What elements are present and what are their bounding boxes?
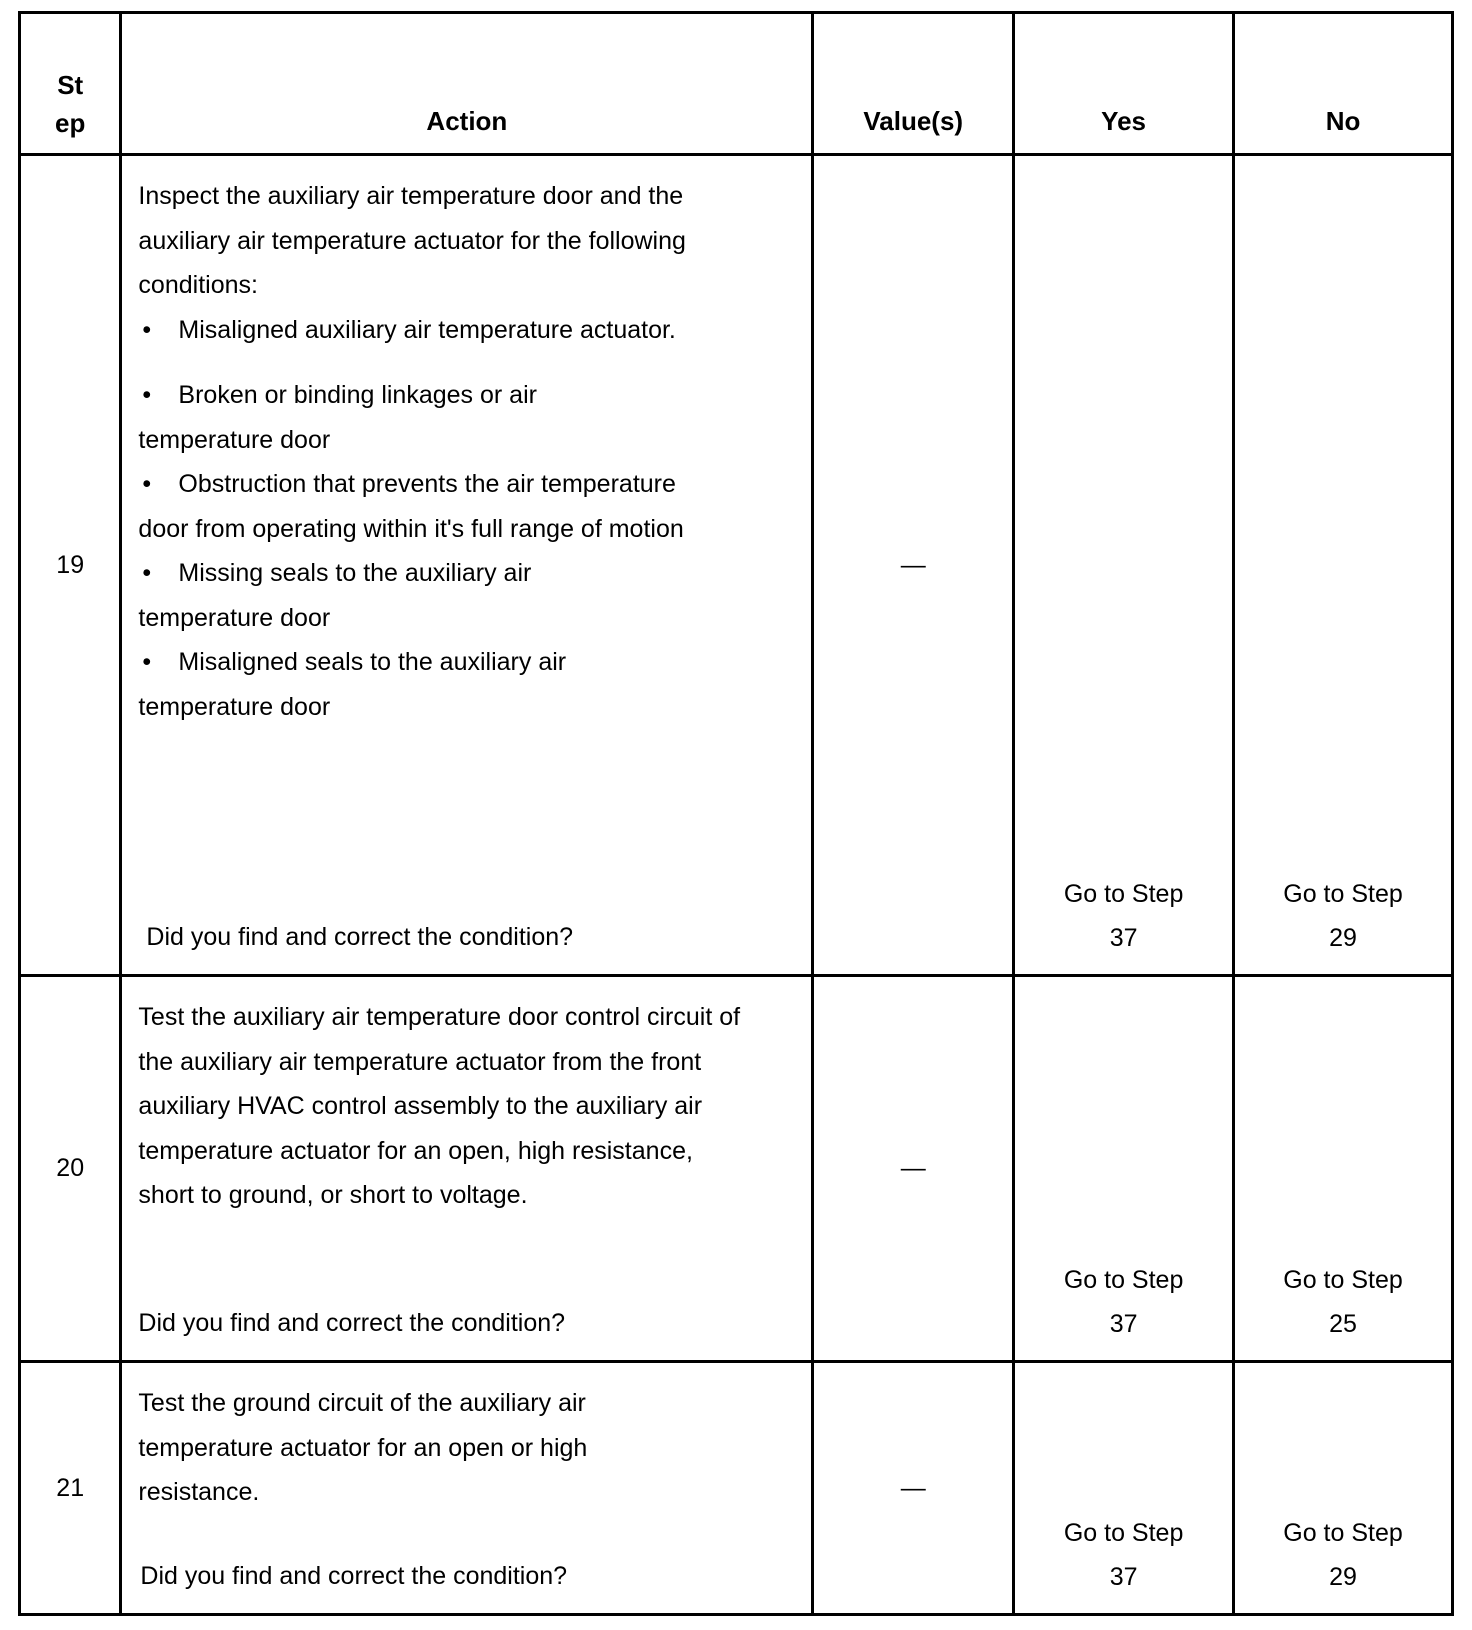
table-row — [20, 1362, 1453, 1615]
header-step — [20, 13, 121, 155]
yes-goto: Go to Step 37 — [1063, 1266, 1184, 1338]
yes-cell — [1014, 155, 1234, 976]
header-yes-label: Yes — [1101, 106, 1146, 136]
list-item-text: Obstruction that prevents the air temperature door from operating within it's full range of motion — [138, 470, 684, 543]
header-no — [1234, 13, 1453, 155]
no-cell — [1234, 1362, 1453, 1615]
action-cell — [121, 1362, 813, 1615]
header-row — [20, 13, 1453, 155]
action-intro: Test the auxiliary air temperature door control circuit of the auxiliary air temperature actuator from the front auxiliary HVAC control assembly to the auxiliary air temperature actuator for an open, high resistance, short to ground, or short to voltage. — [138, 1003, 741, 1209]
condition-list — [138, 308, 801, 730]
list-item — [138, 373, 598, 462]
list-item-text: Missing seals to the auxiliary air temperature door — [138, 559, 532, 632]
bullet-icon: • — [142, 559, 152, 587]
header-action-label: Action — [426, 106, 508, 136]
table-row — [20, 976, 1453, 1362]
value-cell: — — [813, 976, 1014, 1362]
no-goto: Go to Step 25 — [1283, 1266, 1403, 1338]
diagnostic-table — [18, 11, 1454, 1616]
header-yes — [1014, 13, 1234, 155]
yes-cell — [1014, 976, 1234, 1362]
action-intro: Test the ground circuit of the auxiliary air temperature actuator for an open or high resistance. — [138, 1389, 588, 1506]
bullet-icon: • — [142, 470, 152, 498]
header-no-label: No — [1325, 106, 1361, 136]
bullet-icon: • — [142, 315, 152, 344]
bullet-icon: • — [142, 381, 152, 409]
step-number: 21 — [20, 1362, 121, 1615]
list-item — [138, 462, 708, 551]
header-step-line1: St — [57, 70, 84, 100]
list-item-text: Misaligned seals to the auxiliary air temperature door — [138, 648, 567, 721]
table-row — [20, 155, 1453, 976]
step-number: 20 — [20, 976, 121, 1362]
header-step-line2: ep — [55, 108, 86, 138]
action-intro: Inspect the auxiliary air temperature door and the auxiliary air temperature actuator for the following conditions: — [138, 182, 686, 299]
yes-cell — [1014, 1362, 1234, 1615]
no-goto: Go to Step 29 — [1283, 880, 1403, 952]
list-item-text: Misaligned auxiliary air temperature actuator. — [178, 315, 676, 344]
list-item-text: Broken or binding linkages or air temperature door — [138, 381, 537, 454]
list-item — [138, 308, 801, 353]
header-values — [813, 13, 1014, 155]
header-action — [121, 13, 813, 155]
yes-goto: Go to Step 37 — [1063, 880, 1184, 952]
no-cell — [1234, 976, 1453, 1362]
action-cell — [121, 976, 813, 1362]
no-goto: Go to Step 29 — [1283, 1519, 1403, 1591]
list-item — [138, 640, 628, 729]
bullet-icon: • — [142, 648, 152, 676]
action-question: Did you find and correct the condition? — [138, 1308, 566, 1337]
list-item — [138, 551, 588, 640]
step-number: 19 — [20, 155, 121, 976]
value-cell: — — [813, 155, 1014, 976]
action-question: Did you find and correct the condition? — [146, 922, 574, 951]
yes-goto: Go to Step 37 — [1063, 1519, 1184, 1591]
header-values-label: Value(s) — [863, 106, 964, 136]
action-question: Did you find and correct the condition? — [140, 1561, 568, 1590]
value-cell: — — [813, 1362, 1014, 1615]
action-cell — [121, 155, 813, 976]
no-cell — [1234, 155, 1453, 976]
